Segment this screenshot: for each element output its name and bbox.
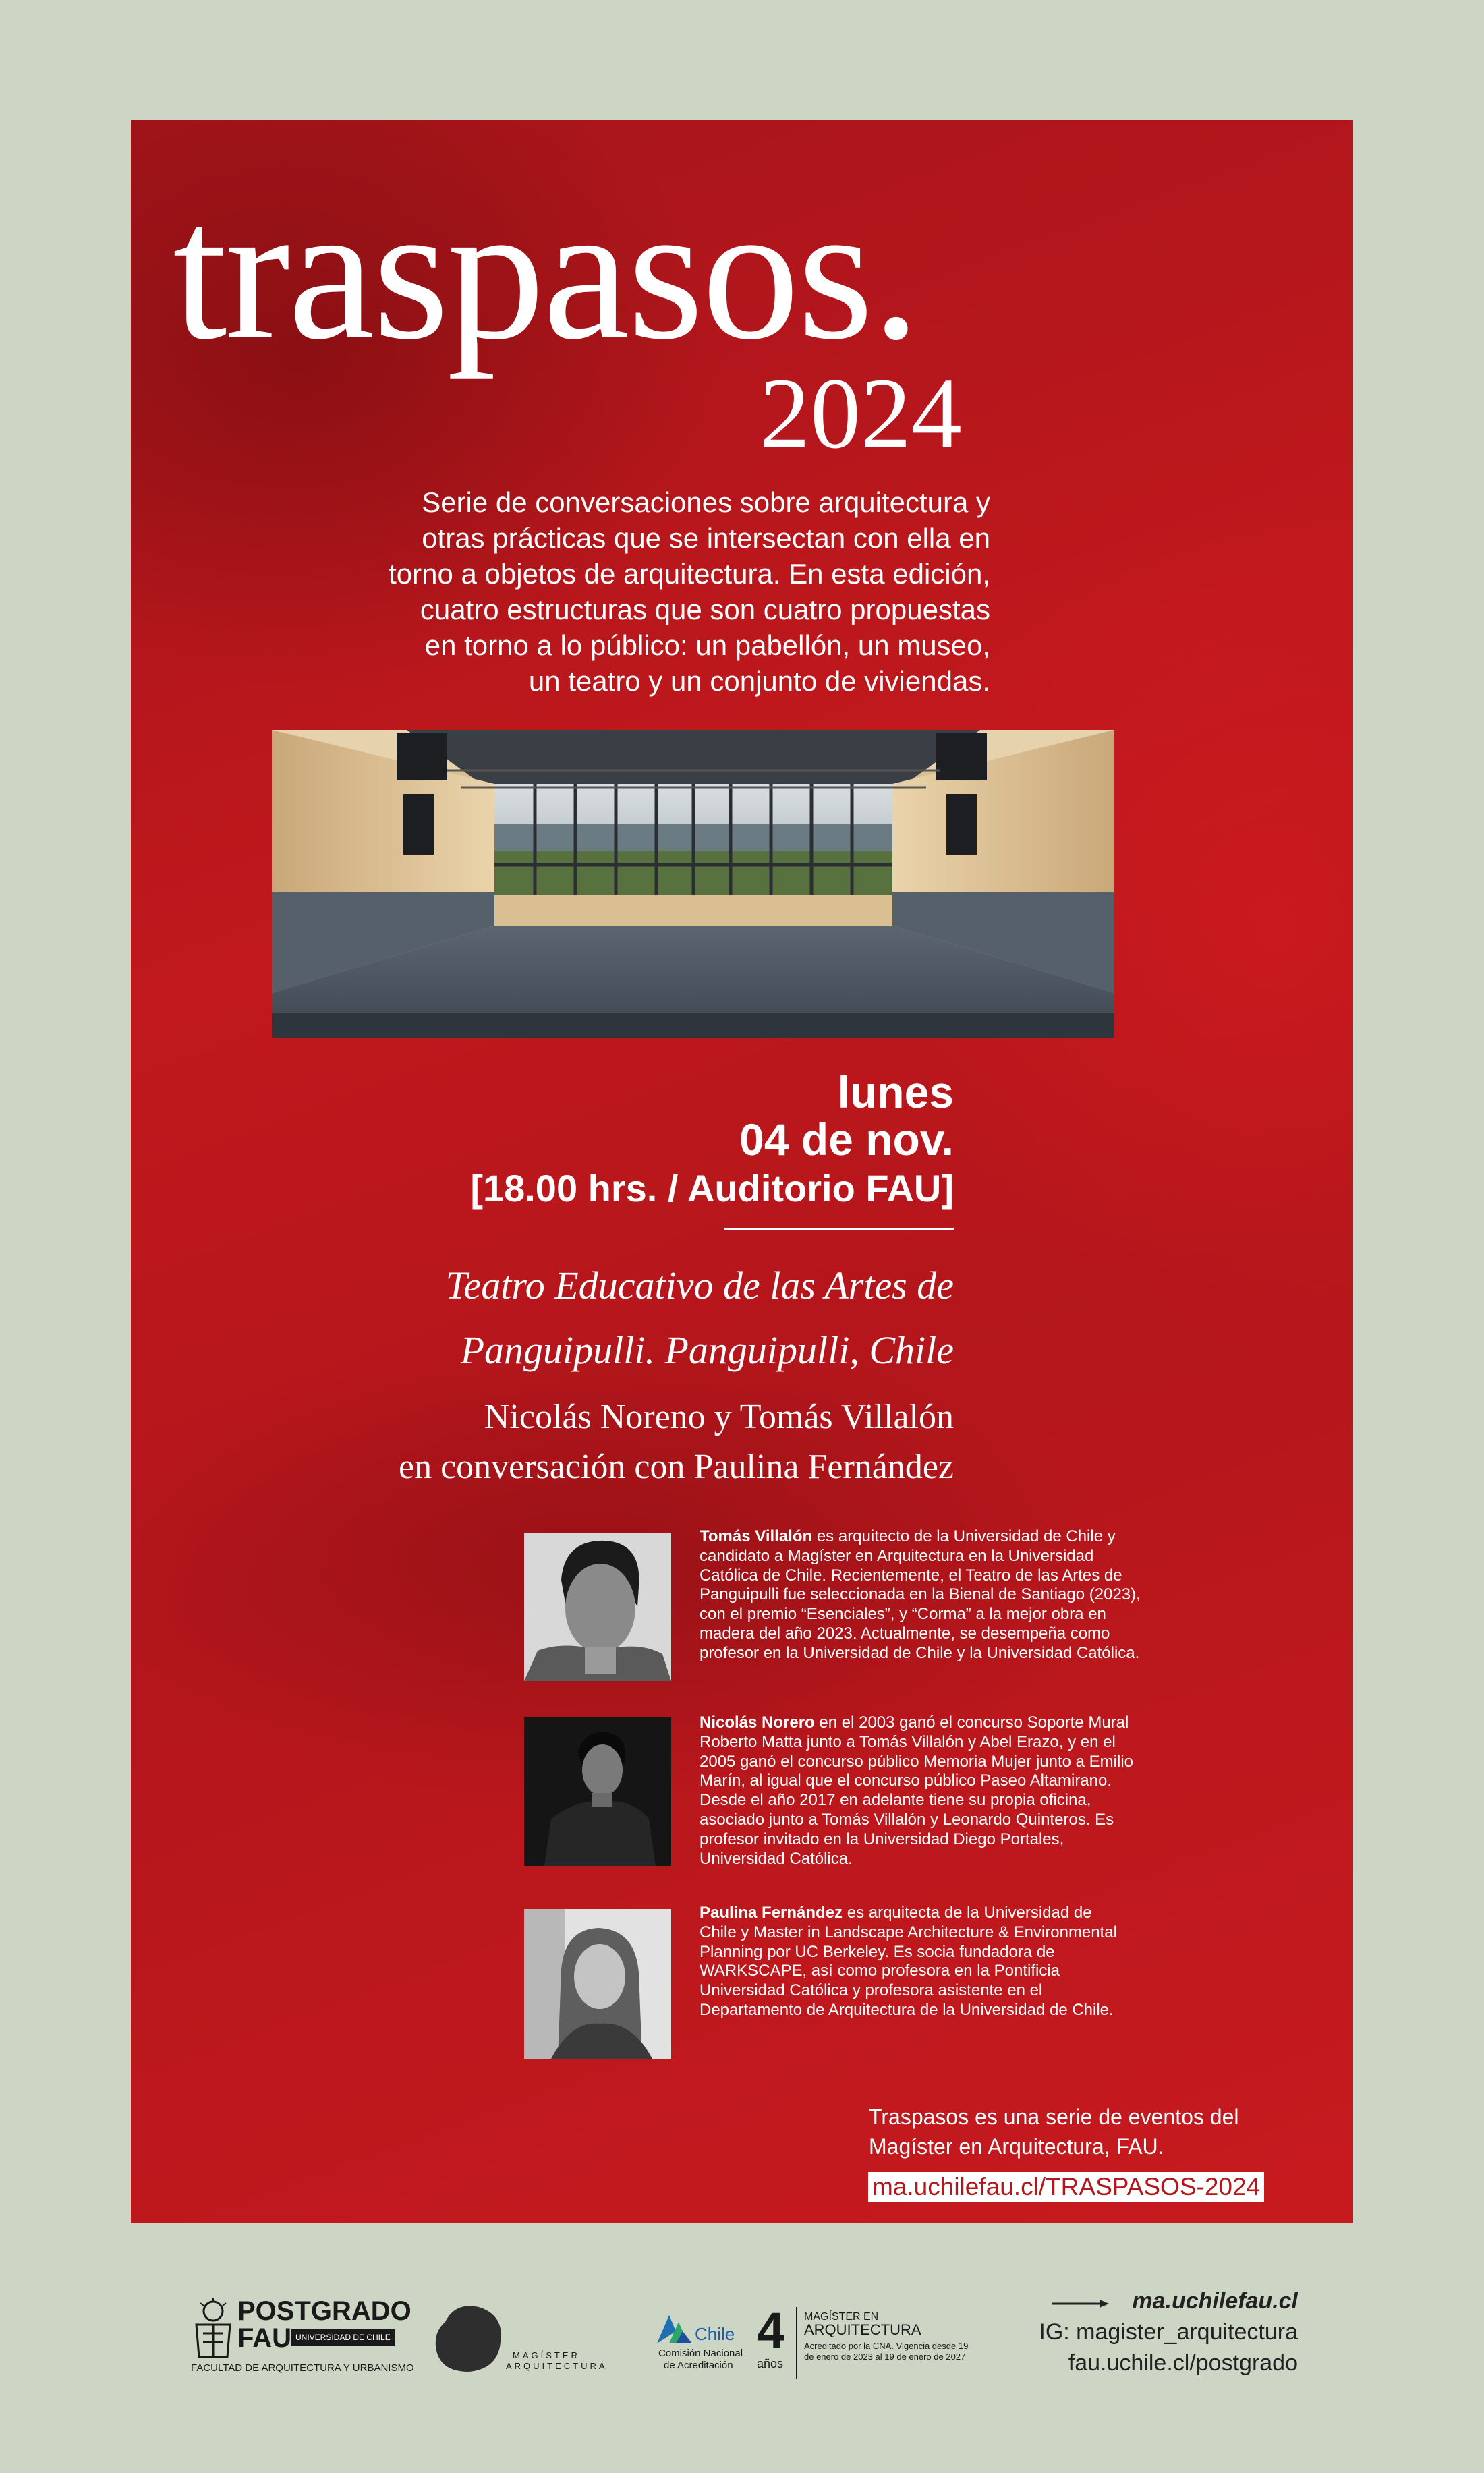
- bio-line: profesor en la Universidad de Chile y la Universidad Católica.: [700, 1643, 1140, 1662]
- acredita-line2: de Acreditación: [664, 2360, 733, 2371]
- footer-note-line: Traspasos es una serie de eventos del: [869, 2105, 1239, 2129]
- event-time-place: [18.00 hrs. / Auditorio FAU]: [470, 1167, 954, 1210]
- fau-wordmark: FAU: [237, 2323, 291, 2353]
- bio-line: madera del año 2023. Actualmente, se desempeña como: [700, 1624, 1110, 1643]
- website-link[interactable]: ma.uchilefau.cl: [1132, 2288, 1298, 2314]
- speakers-line: [399, 1392, 954, 1492]
- bio-line: Departamento de Arquitectura de la Universidad de Chile.: [700, 2000, 1114, 2019]
- bio-paulina-fernandez: [700, 1904, 1185, 2020]
- postgrado-link[interactable]: fau.uchile.cl/postgrado: [1068, 2350, 1298, 2376]
- bio-line: es arquitecto de la Universidad de Chile y: [812, 1527, 1116, 1545]
- intro-line: torno a objetos de arquitectura. En esta edición,: [389, 558, 990, 590]
- accreditation-divider: [796, 2307, 797, 2379]
- bio-line: 2005 ganó el concurso público Memoria Mujer junto a Emilio: [700, 1752, 1134, 1771]
- speakers-text: en conversación con Paulina Fernández: [398, 1448, 954, 1486]
- bio-name: Paulina Fernández: [700, 1904, 843, 1922]
- intro-line: Serie de conversaciones sobre arquitectura y: [422, 486, 990, 518]
- portrait-nicolas-norero: [524, 1717, 671, 1866]
- magister-logo-line2: ARQUITECTURA: [506, 2361, 608, 2371]
- bio-tomas-villalon: [700, 1527, 1185, 1664]
- speakers-text: Nicolás Noreno y Tomás Villalón: [484, 1398, 954, 1436]
- bio-line: Panguipulli fue seleccionada en la Bienal de Santiago (2023),: [700, 1585, 1141, 1604]
- accreditation-line2: ARQUITECTURA: [804, 2321, 921, 2338]
- accreditation-line4: de enero de 2023 al 19 de enero de 2027: [804, 2352, 966, 2362]
- contact-links: [1039, 2285, 1298, 2379]
- accreditation-years-label: años: [757, 2357, 784, 2370]
- acredita-logo-icon: [656, 2311, 693, 2345]
- magister-blob-logo-icon: [432, 2302, 506, 2376]
- poster-title: traspasos.: [173, 163, 919, 380]
- bio-line: profesor invitado en la Universidad Diego Portales,: [700, 1829, 1064, 1848]
- talk-title-line: Panguipulli. Panguipulli, Chile: [460, 1328, 954, 1372]
- bio-line: WARKSCAPE, así como profesora en la Pontificia: [700, 1962, 1060, 1981]
- talk-title: [446, 1253, 954, 1383]
- bio-name: Nicolás Norero: [700, 1713, 815, 1732]
- portrait-tomas-villalon: [524, 1533, 671, 1681]
- theatre-interior-photo: [272, 730, 1114, 1038]
- portrait-paulina-fernandez: [524, 1909, 671, 2059]
- bio-line: en el 2003 ganó el concurso Soporte Mural: [814, 1713, 1129, 1732]
- bio-line: Católica de Chile. Recientemente, el Teatro de las Artes de: [700, 1566, 1122, 1585]
- bio-nicolas-norero: [700, 1713, 1185, 1869]
- bio-line: Marín, al igual que el concurso público Paseo Altamirano.: [700, 1771, 1112, 1790]
- bio-line: Universidad Católica.: [700, 1849, 853, 1868]
- footer-note-line: Magíster en Arquitectura, FAU.: [869, 2134, 1164, 2159]
- bio-line: candidato a Magíster en Arquitectura en la Universidad: [700, 1546, 1094, 1565]
- intro-line: otras prácticas que se intersectan con ella en: [422, 522, 990, 554]
- instagram-link[interactable]: IG: magister_arquitectura: [1039, 2319, 1298, 2345]
- bio-line: Roberto Matta junto a Tomás Villalón y Abel Erazo, y en el: [700, 1732, 1116, 1751]
- event-date: 04 de nov.: [739, 1114, 954, 1164]
- acredita-brand: Chile: [695, 2324, 735, 2344]
- accreditation-line1: MAGÍSTER EN: [804, 2311, 879, 2323]
- faculty-name: FACULTAD DE ARQUITECTURA Y URBANISMO: [191, 2362, 414, 2374]
- university-badge: UNIVERSIDAD DE CHILE: [291, 2329, 395, 2346]
- intro-line: cuatro estructuras que son cuatro propuestas: [420, 594, 990, 625]
- event-url-link[interactable]: ma.uchilefau.cl/TRASPASOS-2024: [868, 2172, 1264, 2202]
- bio-line: Universidad Católica y profesora asistente en el: [700, 1981, 1043, 2000]
- bio-line: Planning por UC Berkeley. Es socia fundadora de: [700, 1942, 1055, 1961]
- accreditation-years-number: 4: [757, 2302, 785, 2358]
- poster-year: 2024: [760, 358, 962, 470]
- intro-line: en torno a lo público: un pabellón, un museo,: [424, 629, 990, 661]
- bio-name: Tomás Villalón: [700, 1527, 813, 1545]
- accreditation-line3: Acreditado por la CNA. Vigencia desde 19: [804, 2341, 969, 2351]
- footer-note: [869, 2102, 1238, 2161]
- bio-line: Chile y Master in Landscape Architecture & Environmental: [700, 1923, 1117, 1941]
- bio-line: con el premio “Esenciales”, y “Corma” a la mejor obra en: [700, 1605, 1106, 1624]
- bio-line: es arquitecta de la Universidad de: [843, 1904, 1092, 1922]
- bio-line: asociado junto a Tomás Villalón y Leonardo Quinteros. Es: [700, 1810, 1114, 1829]
- date-underline: [724, 1228, 954, 1230]
- event-day: lunes: [837, 1067, 954, 1117]
- magister-logo-line1: MAGÍSTER: [513, 2350, 580, 2360]
- intro-line: un teatro y un conjunto de viviendas.: [528, 665, 990, 697]
- acredita-line1: Comisión Nacional: [658, 2348, 743, 2359]
- postgrado-wordmark: POSTGRADO: [237, 2296, 411, 2326]
- bio-line: Desde el año 2017 en adelante tiene su propia oficina,: [700, 1791, 1091, 1810]
- event-poster: [131, 120, 1353, 2223]
- university-crest-icon: [191, 2296, 235, 2361]
- talk-title-line: Teatro Educativo de las Artes de: [445, 1263, 954, 1307]
- intro-paragraph: [316, 484, 990, 699]
